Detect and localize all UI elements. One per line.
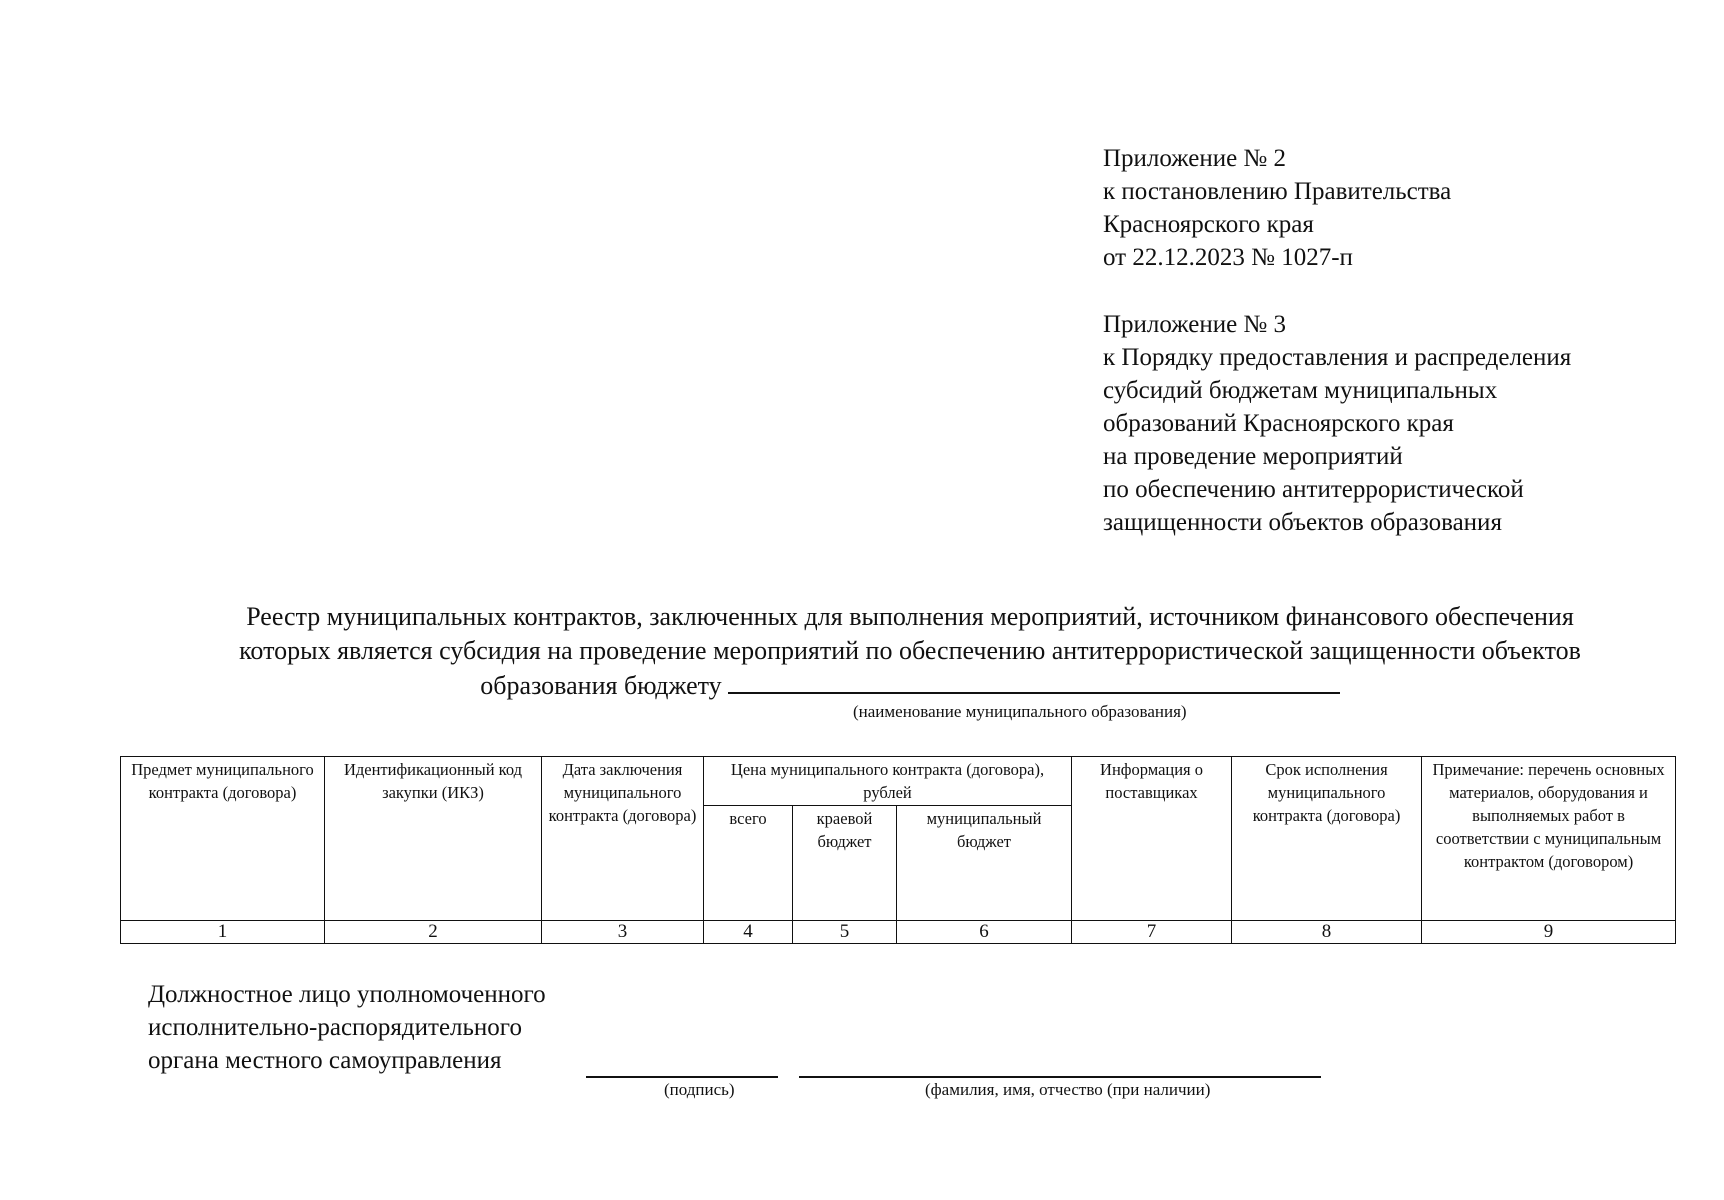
appendix-3-line: образований Красноярского края [1103,410,1454,437]
column-group-header-price: Цена муниципального контракта (договора), рублей [704,757,1072,806]
municipality-name-caption: (наименование муниципального образования) [853,702,1187,721]
column-header-subject: Предмет муниципального контракта (договора) [121,757,325,921]
column-number: 7 [1072,921,1232,944]
table-row [121,921,1676,944]
registry-title-line-3-text: образования бюджету [480,671,722,700]
official-title-line: Должностное лицо уполномоченного [148,981,546,1008]
column-number: 4 [704,921,793,944]
column-header-suppliers: Информация о поставщиках [1072,757,1232,921]
official-title-line: исполнительно-распорядительного [148,1014,522,1041]
appendix-3-line: Приложение № 3 [1103,311,1287,338]
column-number: 1 [121,921,325,944]
full-name-line [799,1076,1321,1078]
full-name-caption: (фамилия, имя, отчество (при наличии) [925,1080,1211,1099]
table-header-row [121,757,1676,806]
appendix-2-line: Приложение № 2 [1103,145,1287,172]
appendix-2-line: Красноярского края [1103,211,1314,238]
appendix-3-line: по обеспечению антитеррористической [1103,476,1524,503]
appendix-3-line: к Порядку предоставления и распределения [1103,344,1572,371]
official-title-line: органа местного самоуправления [148,1047,502,1074]
column-header-regional-budget: краевой бюджет [793,806,897,921]
column-number: 9 [1422,921,1676,944]
registry-title [120,600,1700,703]
official-block [148,978,546,1077]
signature-caption: (подпись) [664,1080,735,1099]
column-header-total: всего [704,806,793,921]
appendix-3-line: на проведение мероприятий [1103,443,1403,470]
column-number: 6 [897,921,1072,944]
appendix-3-line: субсидий бюджетам муниципальных [1103,377,1498,404]
column-number: 5 [793,921,897,944]
appendix-2-header [1103,142,1451,274]
registry-title-line-1: Реестр муниципальных контрактов, заключенных для выполнения мероприятий, источником финансового обеспечения [246,602,1574,631]
registry-title-line-3 [120,668,1700,703]
appendix-2-line: к постановлению Правительства [1103,178,1452,205]
column-number: 3 [542,921,704,944]
appendix-3-line: защищенности объектов образования [1103,509,1502,536]
column-header-municipal-budget: муниципальный бюджет [897,806,1072,921]
municipality-name-blank [728,668,1340,694]
appendix-2-line: от 22.12.2023 № 1027-п [1103,244,1353,271]
registry-table [120,756,1676,944]
column-header-note: Примечание: перечень основных материалов, оборудования и выполняемых работ в соответствии с муниципальным контрактом (договором) [1422,757,1676,921]
appendix-3-header [1103,308,1571,539]
signature-line [586,1076,778,1078]
column-header-date: Дата заключения муниципального контракта (договора) [542,757,704,921]
column-number: 8 [1232,921,1422,944]
column-header-term: Срок исполнения муниципального контракта (договора) [1232,757,1422,921]
registry-title-line-2: которых является субсидия на проведение мероприятий по обеспечению антитеррористической защищенности объектов [239,636,1581,665]
column-number: 2 [325,921,542,944]
column-header-ikz: Идентификационный код закупки (ИКЗ) [325,757,542,921]
